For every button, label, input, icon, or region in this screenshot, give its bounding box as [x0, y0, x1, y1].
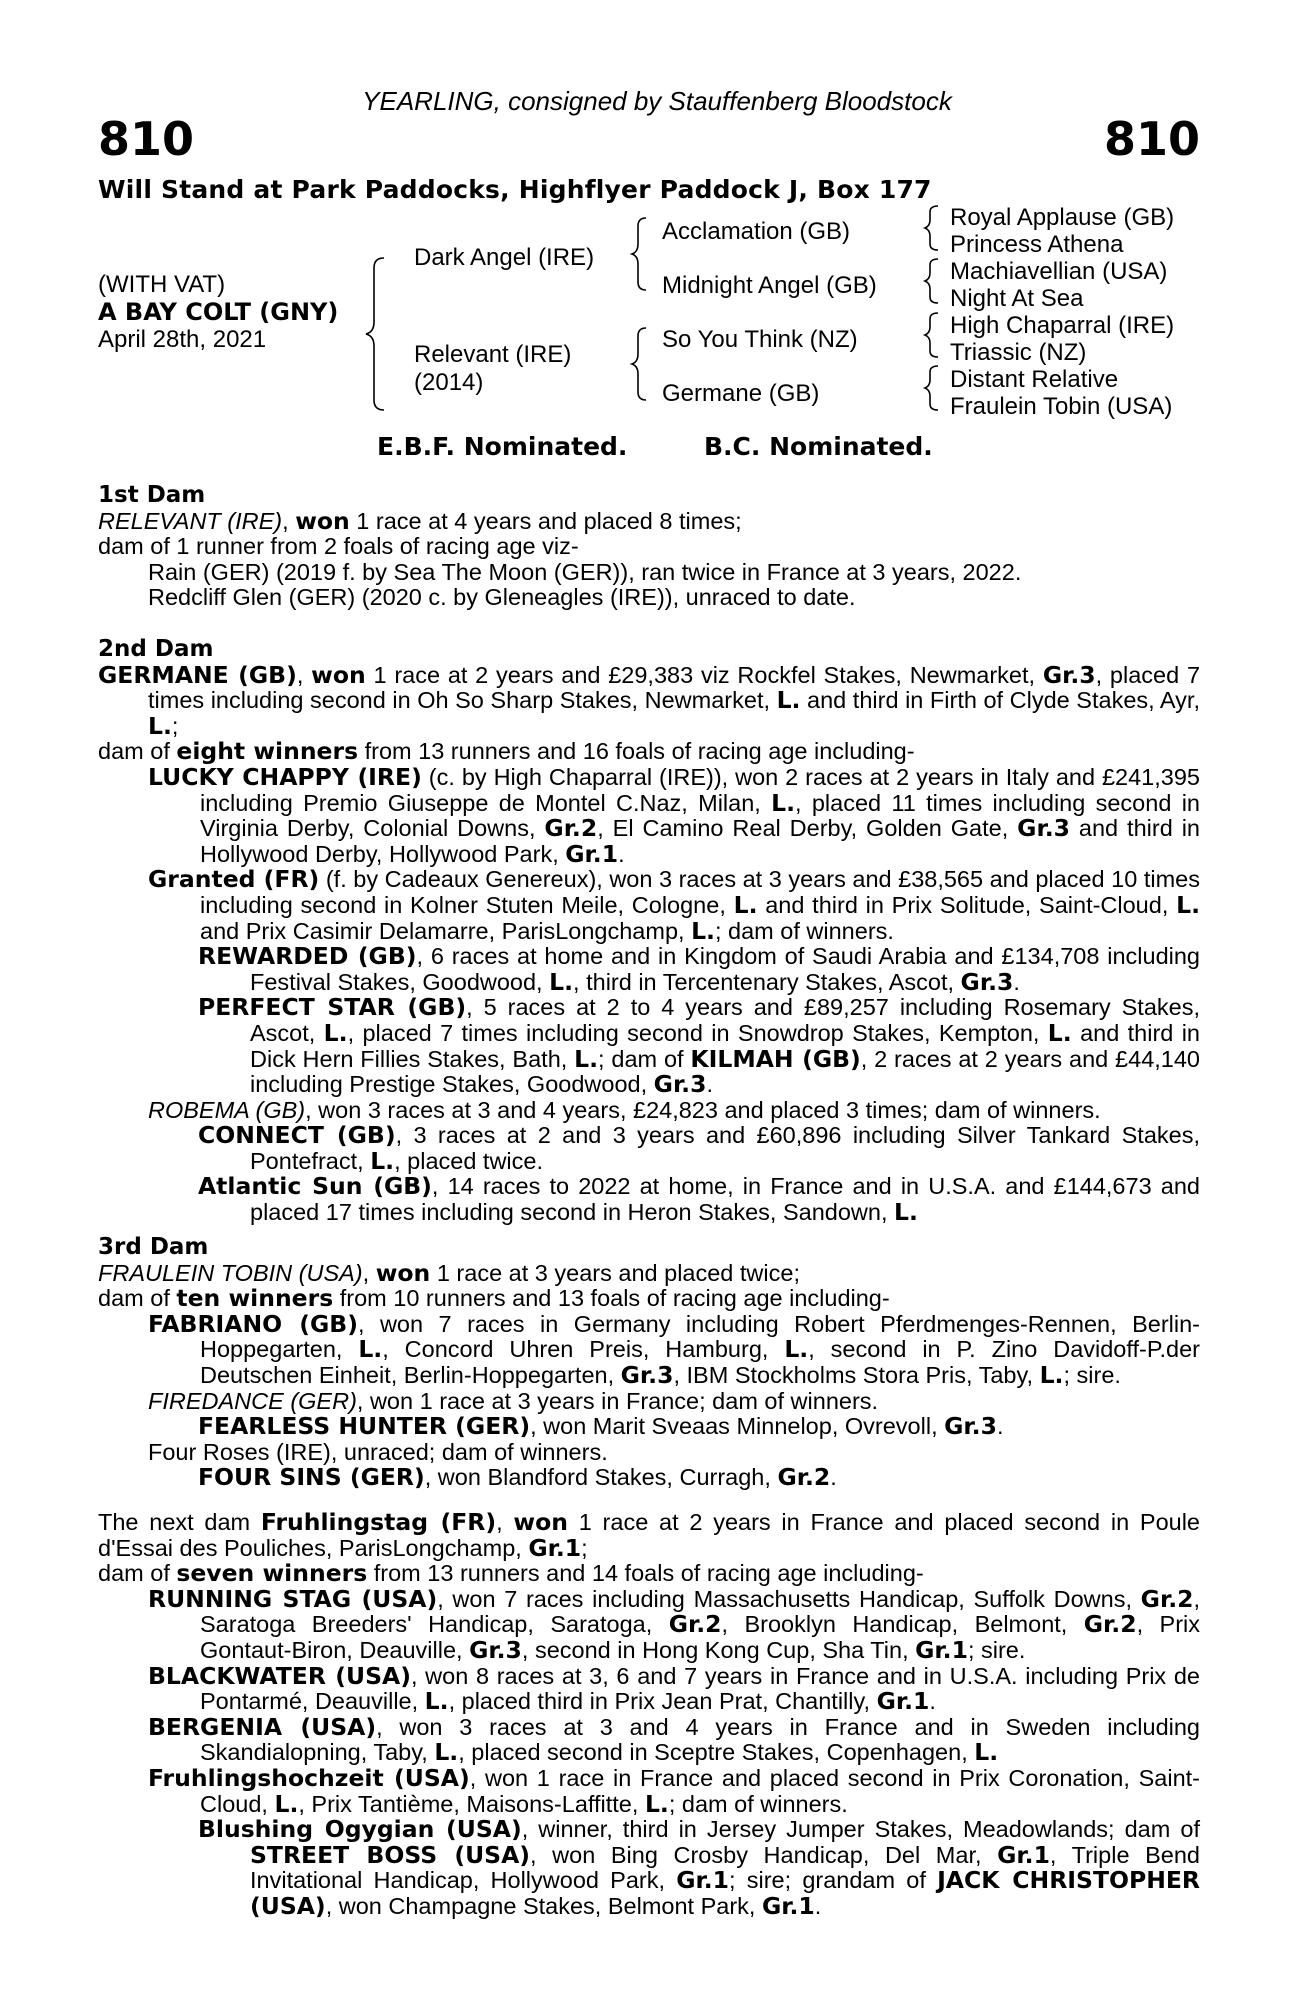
first-dam-record: 1 race at 4 years and placed 8 times; — [349, 507, 742, 534]
stand-location: Will Stand at Park Paddocks, Highflyer Paddock J, Box 177 — [98, 175, 932, 204]
dam-year: (2014) — [414, 369, 484, 396]
first-dam-produce: dam of 1 runner from 2 foals of racing age viz- — [98, 533, 579, 560]
gen3-1: Royal Applause (GB) — [950, 204, 1175, 231]
produce-foal-1: Rain (GER) (2019 f. by Sea The Moon (GER)), ran twice in France at 3 years, 2022. — [148, 558, 1022, 585]
lot-number-right: 810 — [1103, 112, 1200, 166]
lot-name: A BAY COLT (GNY) — [98, 298, 339, 326]
second-dam-heading: 2nd Dam — [98, 636, 214, 662]
third-dam-heading: 3rd Dam — [98, 1234, 209, 1260]
gen3-2: Princess Athena — [950, 231, 1124, 258]
third-dam-section: 3rd Dam FRAULEIN TOBIN (USA), won 1 race at 3 years and placed twice; dam of ten winners from 10 runners and 13 foals of racing age including- FABRIANO (GB), won 7 races in Germany including Robert Pferdmenges-Rennen, Berlin-Hoppegarten, L., Concord Uhren Preis, Hamburg, L., second in P. Zino Davidoff-P.der Deutschen Einheit, Berlin-Hoppegarten, Gr.3, IBM Stockholms Stora Pris, Taby, L.; sire. FIREDANCE (GER), won 1 race at 3 years in France; dam of winners. FEARLESS HUNTER (GER), won Marit Sveaas Minnelop, Ovrevoll, Gr.3. Four Roses (IRE), unraced; dam of winners. FOUR SINS (GER), won Blandford Stakes, Curragh, Gr.2. — [98, 1234, 1201, 1492]
sire-name: Dark Angel (IRE) — [414, 244, 595, 271]
bc-nomination: B.C. Nominated. — [704, 432, 933, 461]
produce-foal-2: Redcliff Glen (GER) (2020 c. by Gleneagles (IRE)), unraced to date. — [148, 584, 856, 611]
gen3-4: Night At Sea — [950, 285, 1084, 312]
first-dam-name: RELEVANT (IRE) — [98, 507, 283, 534]
gen3-5: High Chaparral (IRE) — [950, 312, 1175, 339]
sire-dam: Midnight Angel (GB) — [662, 272, 877, 299]
brace-gen2-bottom — [632, 328, 646, 400]
first-dam-section: 1st Dam RELEVANT (IRE), won 1 race at 4 years and placed 8 times; dam of 1 runner from 2 foals of racing age viz- Rain (GER) (2019 f. by Sea The Moon (GER)), ran twice in France at 3 years, 2022. Redcliff Glen (GER) (2020 c. by Gleneagles (IRE)), unraced to date. — [98, 482, 1200, 611]
vat-note: (WITH VAT) — [98, 271, 226, 298]
catalogue-subtitle: YEARLING, consigned by Stauffenberg Bloodstock — [362, 86, 952, 116]
ebf-nomination: E.B.F. Nominated. — [377, 432, 628, 461]
lot-number-left: 810 — [98, 112, 195, 166]
gen3-7: Distant Relative — [950, 366, 1119, 393]
brace-gen2-top — [632, 218, 646, 290]
sire-sire: Acclamation (GB) — [662, 218, 851, 245]
dam-name: Relevant (IRE) — [414, 341, 572, 368]
won-label: won — [295, 506, 350, 535]
second-dam-section: 2nd Dam GERMANE (GB), won 1 race at 2 years and £29,383 viz Rockfel Stakes, Newmarket, Gr.3, placed 7 times including second in Oh So Sharp Stakes, Newmarket, L. and third in Firth of Clyde Stakes, Ayr, L.; dam of eight winners from 13 runners and 16 foals of racing age including- LUCKY CHAPPY (IRE) (c. by High Chaparral (IRE)), won 2 races at 2 years in Italy and £241,395 including Premio Giuseppe de Montel C.Naz, Milan, L., placed 11 times including second in Virginia Derby, Colonial Downs, Gr.2, El Camino Real Derby, Golden Gate, Gr.3 and third in Hollywood Derby, Hollywood Park, Gr.1. Granted (FR) (f. by Cadeaux Genereux), won 3 races at 3 years and £38,565 and placed 10 times including second in Kolner Stuten Meile, Cologne, L. and third in Prix Solitude, Saint-Cloud, L. and Prix Casimir Delamarre, ParisLongchamp, L.; dam of winners. REWARDED (GB), 6 races at home and in Kingdom of Saudi Arabia and £134,708 including Festival Stakes, Goodwood, L., third in Tercentenary Stakes, Ascot, Gr.3. PERFECT STAR (GB), 5 races at 2 to 4 years and £89,257 including Rosemary Stakes, Ascot, L., placed 7 times including second in Snowdrop Stakes, Kempton, L. and third in Dick Hern Fillies Stakes, Bath, L.; dam of KILMAH (GB), 2 races at 2 years and £44,140 including Prestige Stakes, Goodwood, Gr.3. ROBEMA (GB), won 3 races at 3 and 4 years, £24,823 and placed 3 times; dam of winners. CONNECT (GB), 3 races at 2 and 3 years and £60,896 including Silver Tankard Stakes, Pontefract, L., placed twice. Atlantic Sun (GB), 14 races to 2022 at home, in France and in U.S.A. and £144,673 and placed 17 times including second in Heron Stakes, Sandown, L. — [98, 636, 1201, 1227]
gen3-8: Fraulein Tobin (USA) — [950, 393, 1173, 420]
brace-gen1 — [366, 258, 384, 410]
dam-dam: Germane (GB) — [662, 380, 820, 407]
first-dam-heading: 1st Dam — [98, 482, 206, 508]
foaling-date: April 28th, 2021 — [98, 326, 267, 353]
next-dam-section: The next dam Fruhlingstag (FR), won 1 race at 2 years in France and placed second in Poule d'Essai des Pouliches, ParisLongchamp, Gr.1; dam of seven winners from 13 runners and 14 foals of racing age including- RUNNING STAG (USA), won 7 races including Massachusetts Handicap, Suffolk Downs, Gr.2, Saratoga Breeders' Handicap, Saratoga, Gr.2, Brooklyn Handicap, Belmont, Gr.2, Prix Gontaut-Biron, Deauville, Gr.3, second in Hong Kong Cup, Sha Tin, Gr.1; sire. BLACKWATER (USA), won 8 races at 3, 6 and 7 years in France and in U.S.A. including Prix de Pontarmé, Deauville, L., placed third in Prix Jean Prat, Chantilly, Gr.1. BERGENIA (USA), won 3 races at 3 and 4 years in France and in Sweden including Skandialopning, Taby, L., placed second in Sceptre Stakes, Copenhagen, L. Fruhlingshochzeit (USA), won 1 race in France and placed second in Prix Coronation, Saint-Cloud, L., Prix Tantième, Maisons-Laffitte, L.; dam of winners. Blushing Ogygian (USA), winner, third in Jersey Jumper Stakes, Meadowlands; dam of STREET BOSS (USA), won Bing Crosby Handicap, Del Mar, Gr.1, Triple Bend Invitational Handicap, Hollywood Park, Gr.1; sire; grandam of JACK CHRISTOPHER (USA), won Champagne Stakes, Belmont Park, Gr.1. — [98, 1508, 1201, 1920]
gen3-3: Machiavellian (USA) — [950, 258, 1168, 285]
dam-sire: So You Think (NZ) — [662, 326, 858, 353]
gen3-6: Triassic (NZ) — [950, 339, 1087, 366]
